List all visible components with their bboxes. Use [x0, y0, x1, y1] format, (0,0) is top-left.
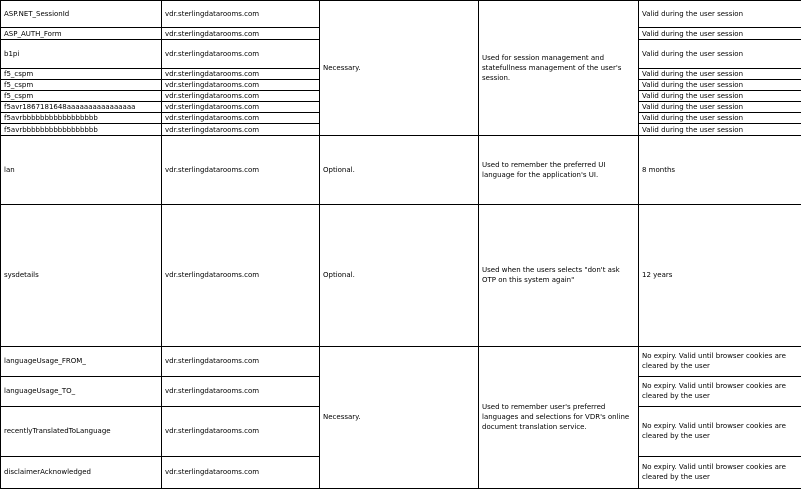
cookie-name: languageUsage_FROM_ [1, 346, 162, 376]
table-row [1, 1, 801, 28]
cookie-domain: vdr.sterlingdatarooms.com [162, 113, 320, 124]
cookie-domain: vdr.sterlingdatarooms.com [162, 136, 320, 205]
cookie-purpose: Used for session management and statefullness management of the user's session. [479, 1, 639, 136]
cookie-name: f5avr1867181648aaaaaaaaaaaaaaaa [1, 102, 162, 113]
cookie-category: Optional. [320, 205, 479, 346]
cookie-purpose: Used to remember the preferred UI language for the application's UI. [479, 136, 639, 205]
cookie-category: Necessary. [320, 1, 479, 136]
cookie-purpose: Used when the users selects "don't ask OTP on this system again" [479, 205, 639, 346]
cookie-name: sysdetails [1, 205, 162, 346]
cookie-expiry: No expiry. Valid until browser cookies are cleared by the user [639, 406, 801, 456]
cookie-domain: vdr.sterlingdatarooms.com [162, 346, 320, 376]
cookie-domain: vdr.sterlingdatarooms.com [162, 40, 320, 69]
table-row [1, 346, 801, 376]
cookie-expiry: Valid during the user session [639, 40, 801, 69]
cookie-category: Optional. [320, 136, 479, 205]
cookie-domain: vdr.sterlingdatarooms.com [162, 205, 320, 346]
cookie-name: f5_cspm [1, 69, 162, 80]
cookie-expiry: 8 months [639, 136, 801, 205]
cookie-domain: vdr.sterlingdatarooms.com [162, 124, 320, 136]
cookie-domain: vdr.sterlingdatarooms.com [162, 406, 320, 456]
cookie-expiry: Valid during the user session [639, 91, 801, 102]
cookie-name: f5avrbbbbbbbbbbbbbbbbb [1, 113, 162, 124]
cookie-purpose: Used to remember user's preferred languages and selections for VDR's online document translation service. [479, 346, 639, 488]
cookie-expiry: Valid during the user session [639, 102, 801, 113]
cookie-domain: vdr.sterlingdatarooms.com [162, 456, 320, 488]
cookie-expiry: No expiry. Valid until browser cookies are cleared by the user [639, 346, 801, 376]
cookie-expiry: Valid during the user session [639, 80, 801, 91]
cookie-name: f5avrbbbbbbbbbbbbbbbbb [1, 124, 162, 136]
cookie-domain: vdr.sterlingdatarooms.com [162, 80, 320, 91]
cookie-expiry: Valid during the user session [639, 113, 801, 124]
cookie-domain: vdr.sterlingdatarooms.com [162, 1, 320, 28]
cookie-name: ASP_AUTH_Form [1, 28, 162, 40]
table-row [1, 136, 801, 205]
cookie-expiry: Valid during the user session [639, 1, 801, 28]
table-row [1, 205, 801, 346]
cookie-name: f5_cspm [1, 80, 162, 91]
cookie-name: f5_cspm [1, 91, 162, 102]
cookie-name: recentlyTranslatedToLanguage [1, 406, 162, 456]
cookie-expiry: 12 years [639, 205, 801, 346]
cookie-expiry: No expiry. Valid until browser cookies are cleared by the user [639, 376, 801, 406]
cookie-name: b1pi [1, 40, 162, 69]
cookie-name: disclaimerAcknowledged [1, 456, 162, 488]
cookie-expiry: Valid during the user session [639, 28, 801, 40]
cookie-domain: vdr.sterlingdatarooms.com [162, 69, 320, 80]
cookie-domain: vdr.sterlingdatarooms.com [162, 102, 320, 113]
cookie-domain: vdr.sterlingdatarooms.com [162, 91, 320, 102]
cookie-name: lan [1, 136, 162, 205]
cookie-name: ASP.NET_SessionId [1, 1, 162, 28]
cookie-expiry: Valid during the user session [639, 69, 801, 80]
cookie-category: Necessary. [320, 346, 479, 488]
cookie-domain: vdr.sterlingdatarooms.com [162, 28, 320, 40]
cookie-expiry: No expiry. Valid until browser cookies are cleared by the user [639, 456, 801, 488]
cookie-domain: vdr.sterlingdatarooms.com [162, 376, 320, 406]
cookie-expiry: Valid during the user session [639, 124, 801, 136]
cookie-name: languageUsage_TO_ [1, 376, 162, 406]
